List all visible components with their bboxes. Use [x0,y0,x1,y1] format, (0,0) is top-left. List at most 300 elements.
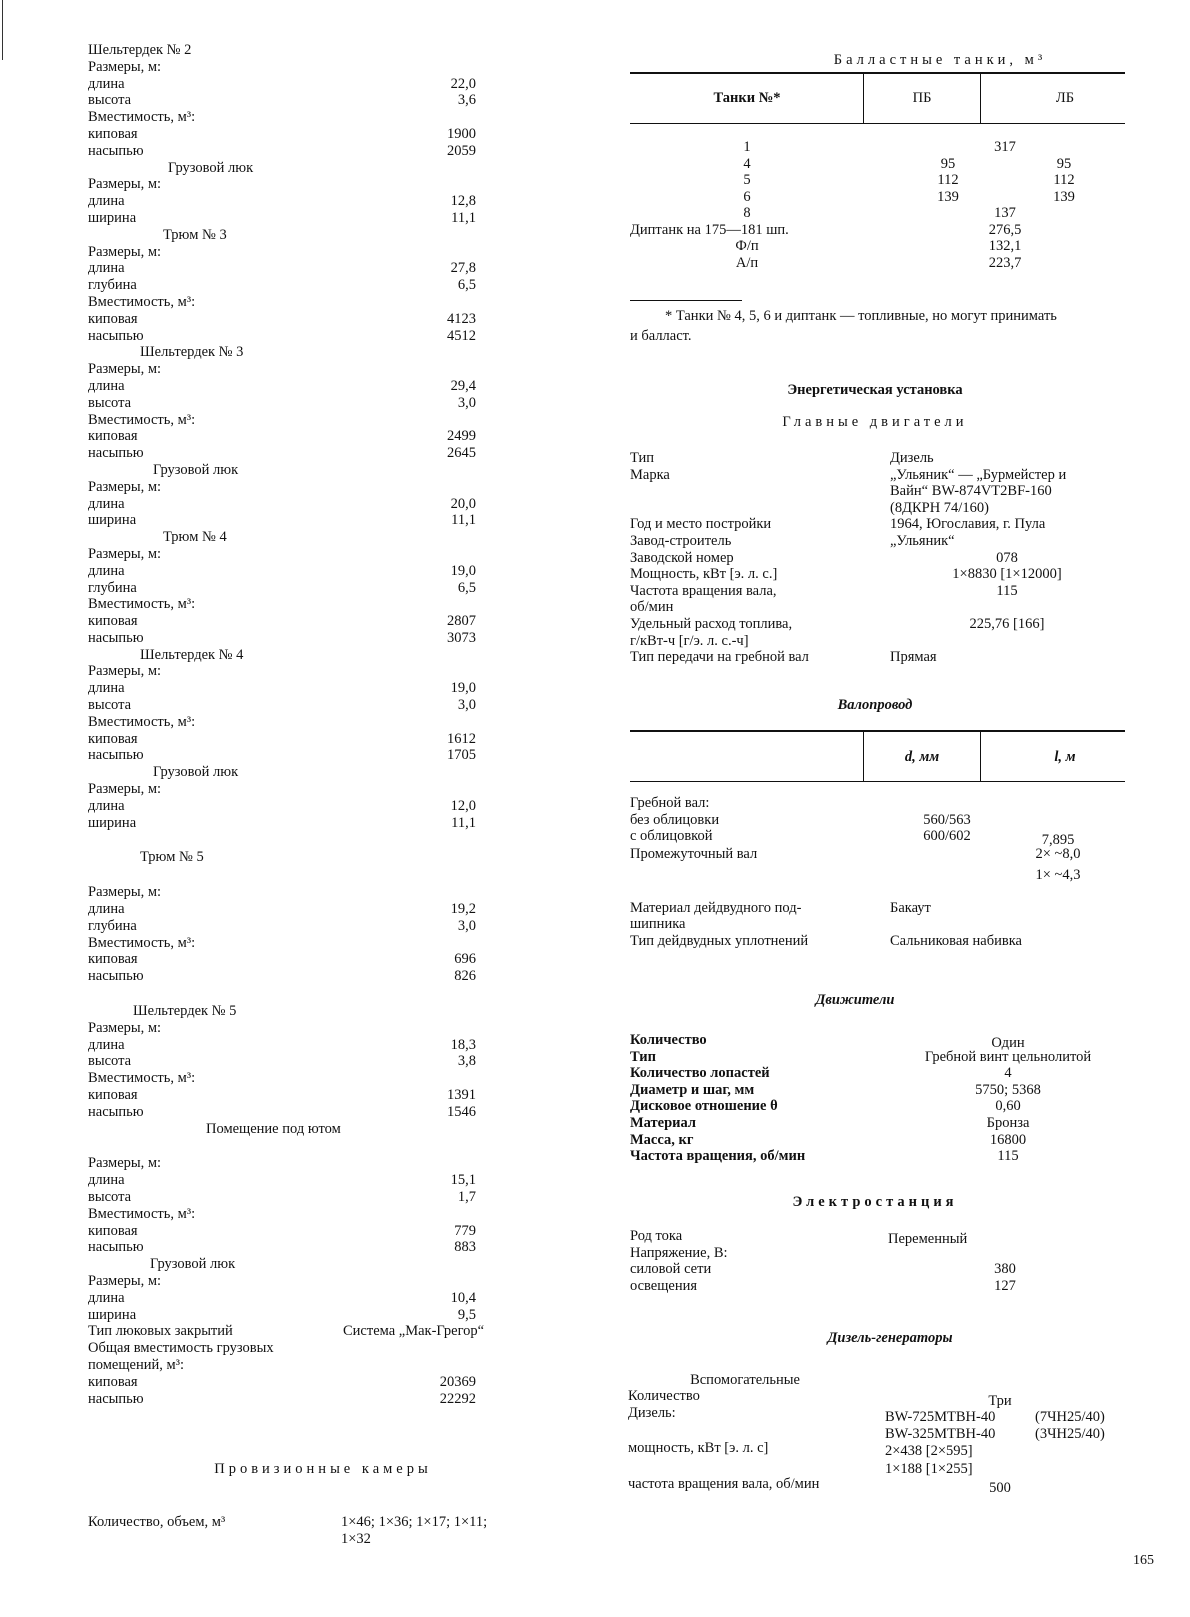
provision-title: Провизионные камеры [214,1461,432,1478]
spec-row [88,311,608,328]
spec-row [88,277,608,294]
propulsion-label: Дисковое отношение θ [630,1098,778,1115]
power-value: 380 [994,1261,1016,1278]
dg-value: 500 [989,1480,1011,1496]
tank-name: 6 [743,188,751,205]
spec-row [88,1020,608,1037]
spec-value: 2059 [447,142,476,159]
spec-label: Размеры, м: [88,884,162,901]
dg-label: частота вращения вала, об/мин [628,1476,820,1492]
section-heading: Шельтердек № 3 [140,344,244,361]
spec-value: 19,0 [450,562,476,579]
engine-value: Прямая [890,649,937,666]
spec-value: 6,5 [457,277,476,294]
spec-value: Система „Мак-Грегор“ [343,1323,485,1340]
propulsion-value: 4 [1004,1065,1012,1082]
spec-row [88,176,608,193]
spacer [88,985,608,1003]
spec-value: 27,8 [450,260,476,277]
spec-row [88,680,608,697]
main-engines-title: Главные двигатели [782,414,968,430]
spec-label: Вместимость, м³: [88,934,196,951]
spec-label: высота [88,394,132,411]
engine-value: Дизель [890,450,934,466]
table-header-rule [630,123,1125,124]
spec-label: насыпью [88,1390,144,1407]
spec-label: высота [88,92,132,109]
spec-value: 4512 [447,327,476,344]
spec-value: 29,4 [450,377,476,394]
spacer [88,1478,608,1496]
shaft-label: Промежуточный вал [630,846,758,862]
spec-value: 6,5 [457,579,476,596]
section-heading: Шельтердек № 4 [140,646,244,663]
spec-row [88,613,608,630]
spec-label: насыпью [88,142,144,159]
spec-label: Вместимость, м³: [88,713,196,730]
spec-label: длина [88,797,125,814]
tank-value: 317 [994,139,1016,155]
spec-label: Вместимость, м³: [88,1205,196,1222]
provision-value: 1×46; 1×36; 1×17; 1×11; [341,1514,488,1531]
tank-value-lb: 139 [1053,188,1075,205]
spec-value: 19,2 [450,901,476,918]
spec-label: насыпью [88,327,144,344]
spec-label: насыпью [88,968,144,985]
spec-row [88,395,608,412]
dg-value: (7ЧН25/40) [1035,1409,1105,1425]
spec-row [88,1087,608,1104]
spec-row [88,76,608,93]
spec-value: 20,0 [450,495,476,512]
shaft-header-rule [630,781,1125,782]
tank-name: 4 [743,155,751,172]
table-header: ПБ [912,90,932,106]
section-heading: Грузовой люк [168,159,254,176]
material-value: Бакаут [890,900,931,916]
spec-label: киповая [88,1222,138,1239]
energy-title: Энергетическая установка [787,382,963,398]
spec-row [88,731,608,748]
section-heading: Шельтердек № 2 [88,42,192,58]
tank-name: 8 [743,205,751,221]
spec-row [88,968,608,985]
tank-value-lb: 95 [1056,155,1072,172]
spec-row [88,412,608,429]
spec-label: длина [88,495,125,512]
spec-row [88,1391,608,1408]
spacer [88,1425,608,1443]
propulsion-value: Один [991,1035,1025,1051]
spec-label: длина [88,193,125,210]
provision-label: Количество, объем, м³ [88,1514,226,1531]
dg-value: (3ЧН25/40) [1035,1426,1105,1442]
spec-label: глубина [88,579,137,596]
power-label: Напряжение, В: [630,1244,728,1261]
ballast-title: Балластные танки, м³ [833,52,1047,68]
spec-row [88,563,608,580]
spec-value: 1546 [447,1103,476,1120]
propulsion-value: Гребной винт цельнолитой [924,1048,1092,1065]
spec-row [88,630,608,647]
dg-value: BW-325MTBH-40 [885,1426,996,1442]
shaft-table-top-rule [630,730,1125,732]
spec-label: длина [88,901,125,918]
spec-row [88,884,608,901]
dg-value: 1×188 [1×255] [885,1461,973,1477]
section-heading: Трюм № 5 [140,849,204,866]
spacer [88,1496,608,1514]
spec-value: 11,1 [451,814,476,831]
spacer [88,1407,608,1425]
spec-row [88,714,608,731]
shaft-l: 7,895 [1041,832,1075,848]
section-heading: Грузовой люк [153,461,239,478]
spec-value: 2645 [447,445,476,462]
spec-label: высота [88,1189,132,1205]
spec-row [88,596,608,613]
spec-label: помещений, м³: [88,1356,185,1373]
section-heading: Трюм № 4 [163,529,227,546]
spec-label: насыпью [88,1103,144,1120]
spec-label: глубина [88,917,137,934]
spec-label: длина [88,562,125,579]
material-label: шипника [630,916,686,932]
spec-label: длина [88,680,125,697]
spec-label: длина [88,377,125,394]
spec-value: 2499 [447,428,476,445]
spec-row [88,1340,608,1357]
spec-row [88,1070,608,1087]
tank-value-lb: 112 [1053,172,1075,188]
propulsion-value: 0,60 [995,1098,1021,1115]
dg-label: мощность, кВт [э. л. с] [628,1440,769,1456]
section-heading: Грузовой люк [150,1256,236,1273]
tank-name: А/п [735,254,759,271]
provision-row [88,1514,608,1531]
tank-name: 1 [743,139,751,155]
table-column-divider [980,72,981,124]
spec-value: 3073 [447,629,476,646]
spec-row [88,1104,608,1121]
spec-label: Вместимость, м³: [88,596,196,613]
engine-value: 078 [996,549,1018,566]
spec-row [88,260,608,277]
power-station-title: Электростанция [792,1194,958,1210]
table-top-rule [630,72,1125,74]
engine-label: Завод-строитель [630,533,732,549]
material-label: Материал дейдвудного под- [630,900,802,916]
shaft-l: 2× ~8,0 [1035,846,1081,862]
shaft-column-divider [980,730,981,782]
table-header: ЛБ [1055,90,1075,106]
spec-label: Тип люковых закрытий [88,1323,233,1340]
engine-value: 115 [996,582,1018,599]
footnote: и балласт. [630,328,692,344]
spec-label: Размеры, м: [88,663,162,680]
spec-value: 4123 [447,310,476,327]
engine-label: Марка [630,466,670,483]
spec-value: 696 [454,951,476,968]
spec-label: длина [88,260,125,277]
propulsion-value: Бронза [986,1115,1030,1131]
engine-value: 1×8830 [1×12000] [952,566,1062,583]
spec-row [88,918,608,935]
diesel-generators-title: Дизель-генераторы [827,1330,953,1346]
spec-row [88,663,608,680]
shaft-label: без облицовки [630,812,720,828]
section-heading: Помещение под ютом [206,1120,341,1137]
engine-value: 225,76 [166] [969,616,1045,632]
spec-row [88,143,608,160]
spec-label: насыпью [88,629,144,646]
power-label: силовой сети [630,1261,712,1278]
spec-label: киповая [88,310,138,327]
spec-row [88,815,608,832]
power-label: освещения [630,1277,698,1294]
spec-row [88,479,608,496]
spec-row [88,1323,608,1340]
engine-label: Тип передачи на гребной вал [630,649,809,666]
section-heading: Шельтердек № 5 [133,1003,237,1020]
page-number: 165 [1133,1553,1154,1568]
spec-row [88,1223,608,1240]
seal-label: Тип дейдвудных уплотнений [630,933,809,949]
spec-value: 12,8 [450,193,476,210]
spec-value: 19,0 [450,680,476,697]
engine-value: 1964, Югославия, г. Пула [890,516,1046,533]
spec-label: длина [88,1289,125,1306]
propulsion-label: Диаметр и шаг, мм [630,1081,755,1098]
spec-row [88,697,608,714]
propulsion-label: Масса, кг [630,1131,694,1148]
spec-label: Размеры, м: [88,243,162,260]
propulsion-label: Количество лопастей [630,1065,770,1082]
spec-row [88,1037,608,1054]
propulsion-label: Материал [630,1115,697,1131]
spec-row [88,428,608,445]
spec-row [88,496,608,513]
section-heading: Трюм № 3 [163,226,227,243]
tank-name: 5 [743,172,751,188]
spacer [88,1137,608,1155]
engine-label: Тип [630,450,655,466]
propulsion-title: Движители [815,992,895,1008]
spec-row [88,1206,608,1223]
spec-label: Размеры, м: [88,58,162,75]
engine-label: Частота вращения вала, [630,582,777,599]
shaft-column-divider [863,730,864,782]
spec-value: 11,1 [451,512,476,529]
spec-value: 3,0 [457,697,476,714]
dg-label: Количество [628,1388,700,1404]
spec-label: киповая [88,428,138,445]
spec-label: ширина [88,209,137,226]
spec-row [88,1374,608,1391]
spec-value: 3,0 [457,917,476,934]
spec-label: киповая [88,1373,138,1390]
engine-label: об/мин [630,599,674,616]
dg-value: BW-725MTBH-40 [885,1409,996,1425]
spec-row [88,1189,608,1206]
spec-row [88,126,608,143]
spec-row [88,244,608,261]
spec-label: Вместимость, м³: [88,411,196,428]
spec-label: насыпью [88,747,144,764]
spec-row [88,59,608,76]
spec-row [88,328,608,345]
shaft-label: Гребной вал: [630,795,710,811]
tank-name: Диптанк на 175—181 шп. [630,221,789,238]
spec-row [88,1290,608,1307]
engine-value: (8ДКРН 74/160) [890,499,989,516]
spec-value: 1705 [447,747,476,764]
dg-value: 2×438 [2×595] [885,1443,973,1459]
shaft-d: 600/602 [923,828,971,844]
spec-row [88,512,608,529]
engine-value: Вайн“ BW-874VT2BF-160 [890,483,1052,500]
engine-label: г/кВт-ч [г/э. л. с.-ч] [630,632,749,649]
spec-row [88,361,608,378]
spec-label: длина [88,1172,125,1189]
spec-value: 9,5 [457,1306,476,1323]
tank-value: 132,1 [988,238,1022,254]
spec-row [88,546,608,563]
engine-label: Мощность, кВт [э. л. с.] [630,566,778,583]
seal-value: Сальниковая набивка [890,933,1022,949]
spec-row [88,109,608,126]
spec-value: 10,4 [450,1289,476,1306]
tank-value: 223,7 [988,254,1022,271]
spec-row [88,781,608,798]
dg-value: Три [988,1393,1012,1409]
page-edge-mark [2,0,3,60]
spec-row [88,193,608,210]
propulsion-value: 115 [997,1148,1019,1165]
footnote-rule [630,300,742,301]
spec-value: 1612 [447,730,476,747]
spec-label: Размеры, м: [88,1272,162,1289]
spec-value: 883 [454,1239,476,1256]
spec-value: 826 [454,968,476,985]
spec-row [88,92,608,109]
spec-row [88,294,608,311]
tank-value-pb: 95 [940,155,956,172]
spec-row [88,1239,608,1256]
spec-label: Размеры, м: [88,545,162,562]
spec-label: Размеры, м: [88,361,162,378]
auxiliary-subtitle: Вспомогательные [690,1372,800,1388]
footnote: * Танки № 4, 5, 6 и диптанк — топливные, но могут принимать [665,308,1057,324]
spacer [88,831,608,849]
spec-row [88,1307,608,1324]
spec-label: насыпью [88,445,144,462]
spec-label: Вместимость, м³: [88,109,196,126]
spec-value: 12,0 [450,797,476,814]
tank-value: 276,5 [988,221,1022,238]
spec-label: длина [88,1036,125,1053]
spec-label: киповая [88,951,138,968]
spec-row [88,1357,608,1374]
spec-value: 3,8 [457,1053,476,1070]
spec-label: Размеры, м: [88,478,162,495]
spec-value: 1,7 [457,1189,476,1205]
spec-row [88,1053,608,1070]
spec-value: 11,1 [451,209,476,226]
dg-label: Дизель: [628,1405,676,1421]
propulsion-value: 16800 [989,1131,1027,1148]
spec-row [88,798,608,815]
provision-row [88,1531,608,1548]
spec-label: ширина [88,814,137,831]
table-column-divider [863,72,864,124]
spec-row [88,747,608,764]
section-heading: Грузовой люк [153,764,239,781]
spec-row [88,935,608,952]
shaft-header: d, мм [904,749,940,765]
spec-label: Вместимость, м³: [88,1070,196,1087]
spec-label: насыпью [88,1239,144,1256]
spec-label: киповая [88,1087,138,1104]
tank-value: 137 [994,205,1016,221]
spec-label: глубина [88,277,137,294]
engine-label: Заводской номер [630,549,734,566]
spec-value: 18,3 [450,1036,476,1053]
spec-label: киповая [88,730,138,747]
spec-value: 22292 [439,1390,476,1407]
propulsion-label: Частота вращения, об/мин [630,1148,806,1165]
shaft-header: l, м [1054,749,1076,765]
shaft-l: 1× ~4,3 [1035,867,1081,883]
engine-label: Удельный расход топлива, [630,616,793,632]
spec-row [88,210,608,227]
left-column [88,42,608,1548]
spec-label: высота [88,697,132,714]
spec-value: 22,0 [450,75,476,92]
power-value: 127 [994,1277,1016,1294]
power-label: Род тока [630,1228,683,1244]
spec-label: киповая [88,125,138,142]
power-value: Переменный [888,1231,968,1247]
propulsion-label: Количество [630,1032,707,1048]
spec-label: высота [88,1053,132,1070]
spec-value: 3,0 [457,394,476,411]
spacer [88,1443,608,1461]
spec-row [88,1273,608,1290]
propulsion-value: 5750; 5368 [975,1081,1041,1098]
shaft-label: с облицовкой [630,828,713,844]
spec-label: Размеры, м: [88,781,162,798]
spec-value: 1900 [447,125,476,142]
engine-value: „Ульяник“ — „Бурмейстер и [890,466,1067,483]
spec-label: киповая [88,613,138,630]
spec-row [88,580,608,597]
spec-value: 2807 [447,613,476,630]
spec-label: ширина [88,512,137,529]
spec-row [88,445,608,462]
spec-value: 779 [454,1222,476,1239]
spec-label: ширина [88,1306,137,1323]
spec-row [88,378,608,395]
spec-value: 15,1 [450,1172,476,1189]
spec-value: 3,6 [457,92,476,109]
spacer [88,866,608,884]
spec-row [88,1172,608,1189]
spec-label: Размеры, м: [88,176,162,193]
tank-value-pb: 139 [937,188,959,205]
propulsion-label: Тип [630,1048,657,1065]
spec-row [88,951,608,968]
